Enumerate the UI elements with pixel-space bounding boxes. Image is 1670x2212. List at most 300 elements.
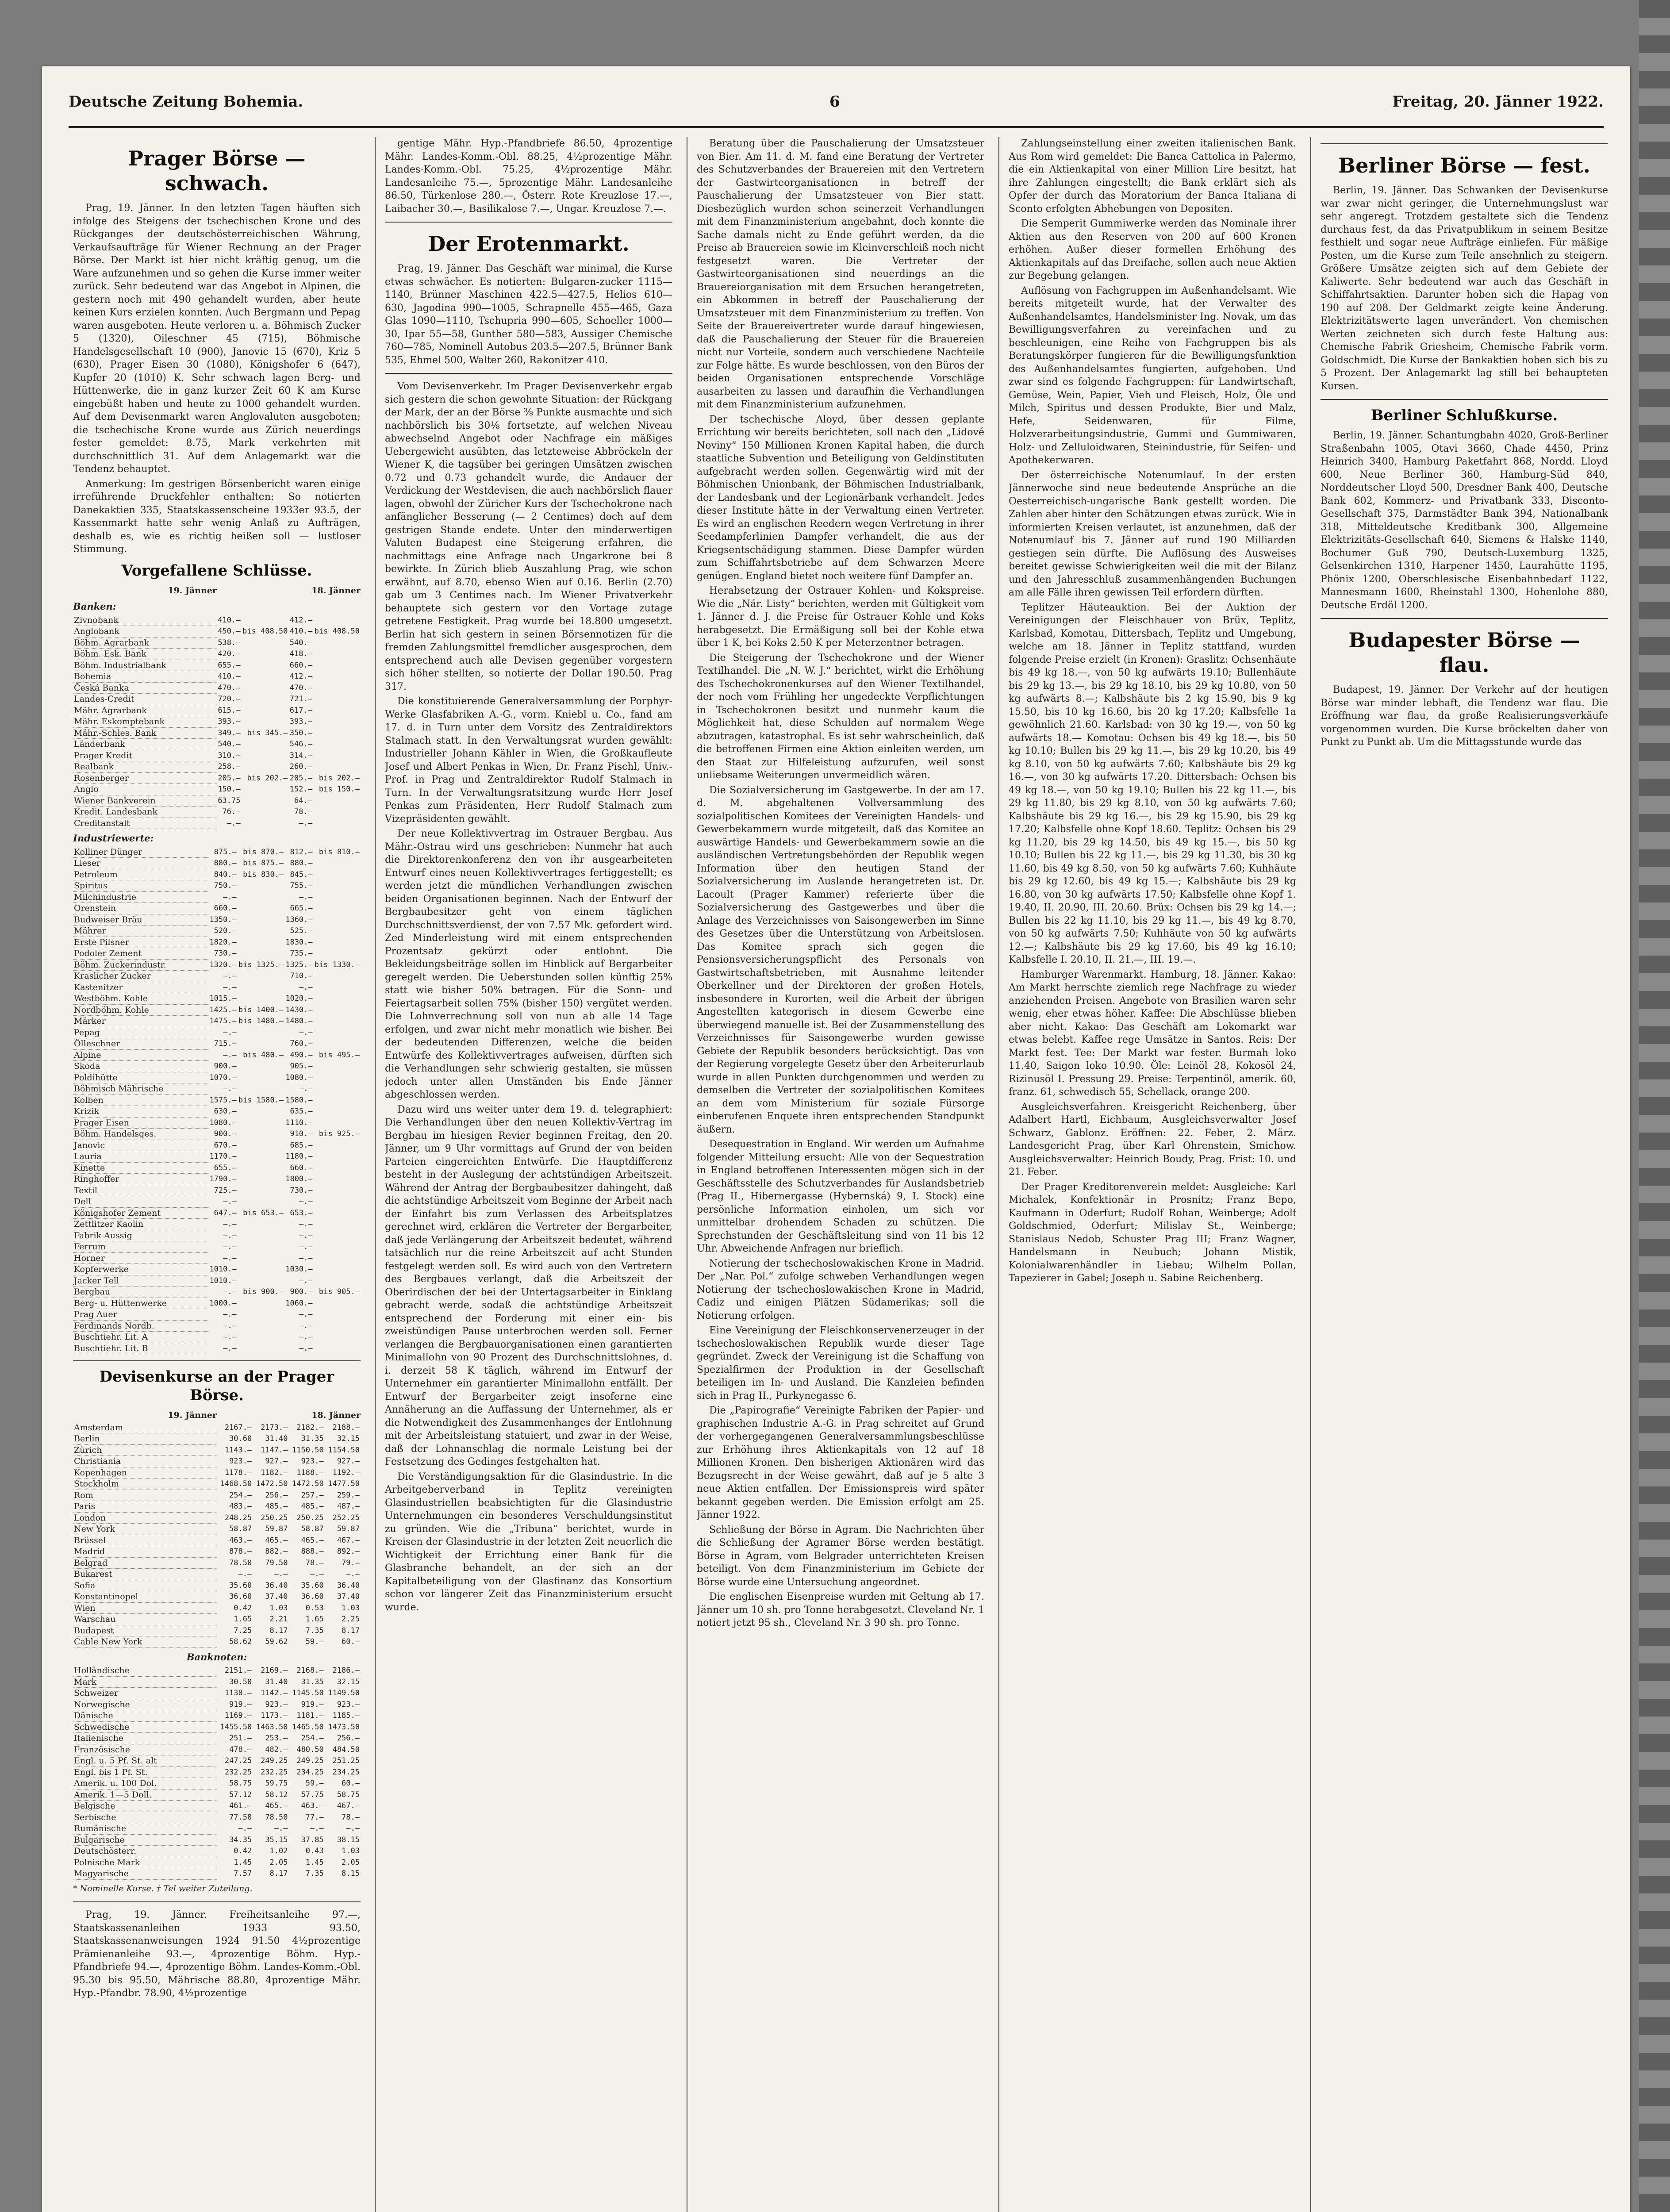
row-value: 923.— — [301, 1457, 324, 1466]
row-value: —.— — [223, 1321, 237, 1330]
article-paragraph: Prag, 19. Jänner. Freiheitsanleihe 97.—, Staatskassenanleihen 1933 93.50, Staatskassenanweisungen 1924 91.50 4½prozentige Prämienanleihe 93.—, 4prozentige Böhm. Hyp.-Pfandbriefe 94.—, 4prozentige Böhm. Landes-Komm.-Obl. 95.30 bis 95.50, Mährische 88.80, 4prozentige Mähr. Hyp.-Pfandbr. 78.90, 4½prozentige — [73, 1909, 361, 1999]
row-value: 480.50 — [296, 1745, 324, 1754]
column-divider — [998, 137, 999, 2212]
row-value — [238, 971, 284, 982]
row-value: 490.— — [290, 1050, 313, 1060]
row-value: 1192.— — [332, 1468, 360, 1477]
table-row — [73, 1535, 361, 1546]
row-value: —.— — [299, 1344, 313, 1353]
row-value: 487.— — [337, 1502, 360, 1511]
row-value: 64.— — [294, 796, 312, 805]
row-value: 735.— — [290, 949, 313, 958]
row-value: 1.03 — [342, 1603, 360, 1613]
row-label: Petroleum — [73, 869, 208, 880]
row-label: Zivnobank — [73, 615, 217, 626]
row-label: Westböhm. Kohle — [73, 993, 208, 1005]
article-title-budapest-exchange: Budapester Börse — flau. — [1348, 628, 1580, 677]
row-value: 880.— — [290, 859, 313, 868]
row-value — [314, 1117, 361, 1129]
row-value: bis 1325.— — [238, 960, 284, 969]
row-label: Französische — [73, 1744, 217, 1755]
row-label: Creditanstalt — [73, 818, 217, 829]
row-label: Stockholm — [73, 1479, 217, 1490]
row-value — [314, 1298, 361, 1309]
row-value: 1.65 — [305, 1615, 324, 1624]
row-value: bis 408.50 — [242, 627, 288, 636]
row-value: 310.— — [218, 751, 241, 760]
row-value: 1020.— — [285, 994, 313, 1003]
row-value: 252.25 — [332, 1513, 360, 1522]
trades-header-date1: 19. Jänner — [168, 585, 217, 595]
table-row — [73, 1117, 361, 1129]
row-label: Böhmisch Mährische — [73, 1083, 208, 1095]
row-label: Landes-Credit — [73, 694, 217, 705]
row-value: 77.— — [305, 1813, 324, 1822]
row-value — [314, 1320, 361, 1332]
article-paragraph: Der Prager Kreditorenverein meldet: Ausgleiche: Karl Michalek, Konfektionär in Prosnitz; Franz Bepo, Kaufmann in Oderfurt; Rudolf Rohan, Weinberge; Adolf Goldschmied, Oderfurt; Milislav St., Weinberge; Stanislaus Nedob, Schuster Prag III; Franz Wagner, Handelsmann in Neubuch; Johann Mistik, Kolonialwarenhändler in Liebau; Wilhelm Pollan, Tapezierer in Gabel; Joseph u. Sabine Reichenberg. — [1009, 1181, 1296, 1284]
devises-header-date1: 19. Jänner — [168, 1410, 217, 1420]
row-value: 1320.— — [209, 960, 237, 969]
row-value — [314, 1343, 361, 1354]
row-value — [314, 1106, 361, 1118]
article-title-berlin-exchange: Berliner Börse — fest. — [1338, 154, 1590, 177]
row-value: 31.35 — [301, 1434, 324, 1443]
row-label: Engl. u. 5 Pf. St. alt — [73, 1755, 217, 1767]
row-label: Berlin — [73, 1433, 217, 1445]
row-value — [314, 948, 361, 960]
row-value: 540.— — [218, 740, 241, 749]
row-value: 78.— — [305, 1558, 324, 1567]
row-value: bis 830.— — [243, 870, 284, 879]
row-value: bis 150.— — [319, 785, 360, 794]
row-label: Erste Pilsner — [73, 937, 208, 948]
devises-header-date2: 18. Jänner — [311, 1410, 361, 1420]
row-value: 37.85 — [301, 1835, 324, 1844]
row-value: 76.— — [222, 807, 241, 816]
table-row — [73, 1286, 361, 1298]
table-row — [73, 1219, 361, 1230]
row-value: 1475.— — [209, 1017, 237, 1025]
row-value: —.— — [310, 1824, 324, 1833]
row-value: 1830.— — [285, 937, 313, 947]
row-value — [242, 761, 289, 773]
row-value: 37.40 — [265, 1592, 288, 1601]
row-label: Rom — [73, 1490, 217, 1501]
row-value: 35.15 — [265, 1835, 288, 1844]
row-value: 1150.50 — [292, 1445, 324, 1455]
row-value: 412.— — [289, 672, 312, 681]
row-label: Schweizer — [73, 1688, 217, 1699]
row-value — [314, 1196, 361, 1208]
row-label: Warschau — [73, 1614, 217, 1625]
table-row — [73, 858, 361, 869]
row-value: 232.25 — [261, 1767, 288, 1777]
row-value: 57.75 — [301, 1790, 324, 1799]
row-value: 465.— — [265, 1801, 288, 1810]
row-value: 888.— — [301, 1547, 324, 1556]
table-row — [73, 1665, 361, 1676]
row-value: 257.— — [301, 1490, 324, 1500]
row-value: 1.45 — [234, 1858, 252, 1867]
row-value: 1110.— — [285, 1118, 313, 1127]
row-label: Amerik. u. 100 Dol. — [73, 1778, 217, 1790]
row-value: 2.05 — [342, 1858, 360, 1867]
row-value — [238, 1027, 284, 1038]
row-label: Česká Banka — [73, 682, 217, 694]
section-title-devises: Devisenkurse an der Prager Börse. — [99, 1368, 334, 1404]
row-value: 878.— — [229, 1547, 252, 1556]
row-value: 2.05 — [269, 1858, 288, 1867]
row-label: Skoda — [73, 1061, 208, 1072]
table-row — [73, 1343, 361, 1354]
row-value: 36.60 — [301, 1592, 324, 1601]
row-value — [238, 1332, 284, 1343]
row-value: 1060.— — [285, 1298, 313, 1308]
row-value — [313, 615, 361, 626]
row-label: Krizik — [73, 1106, 208, 1118]
row-value — [238, 1264, 284, 1275]
row-value: —.— — [223, 1253, 237, 1263]
row-value — [242, 750, 289, 761]
row-value: 919.— — [229, 1700, 252, 1709]
table-row — [73, 1061, 361, 1072]
table-row — [73, 847, 361, 858]
row-value: 1468.50 — [220, 1479, 252, 1488]
row-value: bis 905.— — [319, 1287, 360, 1296]
row-value: 882.— — [265, 1547, 288, 1556]
table-row — [73, 1834, 361, 1846]
row-value: 520.— — [214, 926, 237, 935]
row-value: 2182.— — [296, 1423, 324, 1432]
row-value — [242, 637, 289, 649]
row-label: Horner — [73, 1252, 208, 1264]
row-label: Poldihütte — [73, 1072, 208, 1083]
table-row — [73, 1789, 361, 1801]
row-label: Belgische — [73, 1801, 217, 1812]
row-value: 58.75 — [229, 1779, 252, 1788]
table-row — [73, 1252, 361, 1264]
row-value: —.— — [299, 1220, 313, 1229]
row-value — [314, 1094, 361, 1106]
row-value: 461.— — [229, 1801, 252, 1810]
row-value — [314, 926, 361, 937]
table-row — [73, 1501, 361, 1513]
row-value — [313, 705, 361, 716]
row-value: 256.— — [337, 1734, 360, 1743]
table-row — [73, 716, 361, 728]
table-row — [73, 1676, 361, 1688]
row-label: Mähr. Eskomptebank — [73, 716, 217, 728]
devises-table — [73, 1422, 361, 1648]
devises-header — [73, 1409, 361, 1422]
table-row — [73, 937, 361, 948]
row-value: 463.— — [301, 1801, 324, 1810]
row-value: 7.35 — [305, 1869, 324, 1878]
row-value: 59.62 — [265, 1637, 288, 1646]
row-value: 60.— — [342, 1779, 360, 1788]
table-row — [73, 1049, 361, 1061]
row-label: Märker — [73, 1016, 208, 1027]
row-value — [314, 1309, 361, 1321]
row-value: —.— — [299, 983, 313, 992]
row-label: Buschtiehr. Lit. B — [73, 1343, 208, 1354]
article-paragraph: Notierung der tschechoslowakischen Krone in Madrid. Der „Nar. Pol.“ zufolge schweben Verhandlungen wegen Notierung der tschechoslowakischen Krone in Madrid, Cadiz und einigen Plätzen Südamerikas; soll die Notierung erfolgen. — [697, 1258, 984, 1321]
row-value — [238, 1072, 284, 1083]
row-value: 8.17 — [269, 1626, 288, 1635]
row-value — [238, 1343, 284, 1354]
row-value: 1149.50 — [328, 1689, 360, 1697]
row-value — [238, 1140, 284, 1151]
row-value: 1070.— — [209, 1073, 237, 1082]
row-value — [242, 784, 289, 795]
row-value: 251.25 — [332, 1756, 360, 1765]
article-paragraph: Prag, 19. Jänner. In den letzten Tagen häuften sich infolge des Steigens der tschechischen Krone und des Rückganges der deutschösterreichischen Währung, Verkaufsaufträge für Wiener Rechnung an der Prager Börse. Der Markt ist hier nicht kräftig genug, um die Ware aufzunehmen und so gehen die Kurse immer weiter zurück. Sehr bedeutend war das Angebot in Alpinen, die gestern noch mit 490 gehandelt wurden, aber heute keinen Kurs erzielen konnten. Auch Bergmann und Pepag waren ausgeboten. Heute verloren u. a. Böhmisch Zucker 5 (1320), Oileschner 45 (715), Böhmische Handelsgesellschaft 10 (900), Janovic 15 (670), Kriz 5 (630), Prager Eisen 30 (1080), Königshofer 6 (647), Kupfer 20 (1010) K. Sehr schwach lagen Berg- und Hüttenwerke, die in ganz kurzer Zeit 60 K am Kurse eingebüßt haben und heute zu 1000 gehandelt wurden. Auf dem Devisenmarkt waren Anglovaluten ausgeboten; die tschechische Krone wurde aus Zürich neuerdings fester gemeldet: 8.75, Mark verkehrten mit durchschnittlich 31. Auf dem Anlagemarkt war die Tendenz behauptet. — [73, 203, 361, 475]
row-value: 905.— — [290, 1062, 313, 1071]
row-label: Spiritus — [73, 880, 208, 892]
row-value: 1015.— — [209, 994, 237, 1003]
row-value: —.— — [299, 818, 312, 828]
row-value: 8.15 — [342, 1869, 360, 1878]
row-value: 463.— — [229, 1536, 252, 1545]
table-row — [73, 649, 361, 660]
section-divider — [73, 1360, 361, 1361]
row-value: bis 1330.— — [314, 960, 360, 969]
row-value: 78.50 — [229, 1558, 252, 1567]
article-paragraph: Desequestration in England. Wir werden um Aufnahme folgender Mitteilung ersucht: Alle von der Sequestration in England betroffenen Interessenten mögen sich in der Geschäftsstelle des Schutzverbandes für Auslandsbetrieb (Prag II., Hibernergasse (Hybernská) 9, I. Stock) eine persönliche Information einholen, um sich vor unmittelbar drohendem Schaden zu schützen. Die Sprechstunden der Geschäftsleitung sind von 11 bis 12 Uhr. Abweichende Anfragen nur brieflich. — [697, 1139, 984, 1254]
row-value — [313, 637, 361, 649]
row-value: 1080.— — [285, 1073, 313, 1082]
row-value — [313, 818, 361, 829]
article-paragraph: Prag, 19. Jänner. Das Geschäft war minimal, die Kurse etwas schwächer. Es notierten: Bulgaren-zucker 1115—1140, Brünner Maschinen 422.5—427.5, Helios 610—630, Jagodina 990—1005, Schrapnelle 455—465, Gaza Glas 1090—1110, Tschupria 990—605, Schoeller 1000—30, Ipar 55—58, Gunther 580—583, Aussiger Chemische 760—785, Nominell Autobus 203.5—207.5, Brünner Bank 535, Ehmel 500, Walter 260, Rakonitzer 410. — [385, 263, 672, 366]
row-label: Rosenberger — [73, 772, 217, 784]
row-value: 150.— — [218, 785, 241, 794]
article-paragraph: Berlin, 19. Jänner. Das Schwanken der Devisenkurse war zwar nicht geringer, die Unternehmungslust war sehr angeregt. Trotzdem gestaltete sich die Tendenz durchaus fest, da das Privatpublikum in seinem Besitze festhielt und sogar neue Aufträge einliefen. Für mäßige Posten, um die Kurse zum Teile ansehnlich zu steigern. Größere Umsätze zeigten sich auf dem Gebiete der Kaliwerte. Sehr bedeutend war auch das Geschäft in Schiffahrtsaktien. Darunter hoben sich die Hapag von 190 auf 208. Der Geldmarkt zeigte keine Änderung. Elektrizitätswerte lagen unverändert. Von chemischen Werten zeichneten sich durch feste Haltung aus: Chemische Fabrik Griesheim, Chemische Fabrik vorm. Goldschmidt. Die Kurse der Bankaktien hoben sich bis zu 5 Prozent. Der Anlagemarkt lag still bei behaupteten Kursen. — [1321, 185, 1608, 392]
article-paragraph: Die konstituierende Generalversammlung der Porphyr-Werke Glasfabriken A.-G., vorm. Kniebl u. Co., fand am 17. d. in Turn unter dem Vorsitz des Zentraldirektors Stalmach statt. In den Verwaltungsrat wurden gewählt: Industrieller Johann Kähler in Wien, die Großkaufleute Josef und Albert Penkas in Wien, Dr. Franz Pischl, Univ.-Prof. in Prag und Zentraldirektor Rudolf Stalmach in Turn. In der Verwaltungsratsitzung wurde Herr Josef Penkas zum Präsidenten, Herr Rudolf Stalmach zum Vizepräsidenten gewählt. — [385, 696, 672, 825]
row-value — [238, 1061, 284, 1072]
table-row — [73, 1614, 361, 1625]
table-row — [73, 1868, 361, 1880]
row-value: 525.— — [290, 926, 313, 935]
section-divider — [73, 1901, 361, 1902]
row-value — [238, 1241, 284, 1253]
row-value: 1360.— — [285, 915, 313, 924]
row-label: Madrid — [73, 1546, 217, 1558]
row-value: 258.— — [218, 762, 241, 771]
row-value: —.— — [238, 1570, 252, 1578]
row-value: 1.02 — [269, 1847, 288, 1855]
row-value — [238, 1129, 284, 1140]
table-row — [73, 1433, 361, 1445]
row-value: 1465.50 — [292, 1722, 324, 1732]
row-label: New York — [73, 1524, 217, 1535]
row-value: 1188.— — [296, 1468, 324, 1477]
row-value: 660.— — [289, 661, 312, 670]
row-value: 58.62 — [229, 1637, 252, 1646]
row-label: Deutschösterr. — [73, 1846, 217, 1857]
row-value: —.— — [223, 892, 237, 902]
row-value: 845.— — [290, 870, 313, 879]
paper-title: Deutsche Zeitung Bohemia. — [69, 93, 303, 111]
row-label: Paris — [73, 1501, 217, 1513]
section-title-berlin-close: Berliner Schlußkurse. — [1371, 407, 1558, 424]
row-value: 350.— — [289, 728, 312, 737]
row-value — [314, 1162, 361, 1174]
trades-header — [73, 584, 361, 598]
row-value: 79.— — [342, 1558, 360, 1567]
article-paragraph: Vom Devisenverkehr. Im Prager Devisenverkehr ergab sich gestern die schon gewohnte Situation: der Rückgang der Mark, der an der Börse ⅜ Punkte ausmachte und sich nachbörslich bis 30⅛ fortsetzte, auf welchen Niveau abwechselnd Angebot oder Nachfrage ein mäßiges Uebergewicht ausübten, das letzteweise Abbröckeln der Wiener K, die tagsüber bei geringen Umsätzen zwischen 0.72 und 0.73 gehandelt wurde, die Andauer der Verdickung der Westdevisen, die auch nachbörslich flauer lagen, obwohl der Züricher Kurs der Tschechokrone nach anfänglicher Besserung (— 2 Centimes) doch auf dem gestrigen Stande endete. Unter den minderwertigen Valuten Budapest eine Steigerung erfahren, die nachmittags eine Anfrage nach Ungarkrone bei 8 bewirkte. In Zürich blieb Auszahlung Prag, wie schon erwähnt, auf 8.70, ebenso Wien auf 0.16. Berlin (2.70) gab um 3 Centimes nach. Im Wiener Privatverkehr behauptete sich gestern vor den Vortage zutage getretene Festigkeit. Prag wurde bei 18.800 umgesetzt. Berlin hat sich gestern in seinen Börsennotizen für die fremden Zahlungsmittel fremdlicher ausgesprochen, dem entsprechend auch alle Devisen gegenüber vorgestern sich höher stellten, so notierte der Dollar 190.50. Prag 317. — [385, 381, 672, 692]
row-value: 410.— — [289, 627, 312, 636]
table-row — [73, 1602, 361, 1614]
row-value: 37.40 — [337, 1592, 360, 1601]
article-paragraph: Teplitzer Häuteauktion. Bei der Auktion der Vereinigungen der Fleischhauer von Brüx, Teplitz, Karlsbad, Komotau, Dittersbach, Teplitz und Umgebung, welche am 18. Jänner in Teplitz stattfand, wurden folgende Preise erzielt (in Kronen): Graslitz: Ochsenhäute bis 49 kg 18.—, von 50 kg aufwärts 19.10; Bullenhäute bis 29 kg 13.—, bis 29 kg 18.10, bis 29 kg 10.80, von 50 kg aufwärts 8.—; Kalbshäute bis 2 kg 15.90, bis 9 kg 15.50, bis 10 kg 16.60, bis 20 kg 17.20; Kalbsfelle 1a gewöhnlich 21.60. Karlsbad: von 30 kg 19.—, von 50 kg aufwärts 18.— Komotau: Ochsen bis 49 kg 18.—, bis 50 kg 10.10; Bullen bis 29 kg 11.—, bis 29 kg 10.20, bis 49 kg 8.10, von 50 kg aufwärts 7.60; Kalbshäute bis 29 kg 16.—, von 30 kg aufwärts 17.20. Dittersbach: Ochsen bis 49 kg 18.—, von 50 kg 19.10; Bullen bis 22 kg 11.—, bis 29 kg 11.80, bis 29 kg 8.10, von 50 kg aufwärts 7.60; Kalbshäute bis 29 kg 16.—, bis 29 kg 15.90, bis 29 kg 17.20; Kalbsfelle ohne Kopf 18.60. Teplitz: Ochsen bis 29 kg 11.20, bis 29 kg 14.50, bis 49 kg 15.—, bis 50 kg 10.10; Bullen bis 22 kg 11.—, bis 29 kg 11.30, bis 30 kg 11.60, bis 49 kg 8.50, von 50 kg aufwärts 7.60; Kuhhäute bis 29 kg 12.60, bis 49 kg 15.—; Kalbshäute bis 29 kg 16.80, von 30 kg aufwärts 17.50; Kalbsfelle ohne Kopf 1. 19.40, II. 20.90, III. 20.60. Brüx: Ochsen bis 29 kg 14.—; Bullen bis 22 kg 11.10, bis 29 kg 11.—, bis 49 kg 8.70, von 50 kg aufwärts 7.50; Kuhhäute von 50 kg aufwärts 12.—; Kalbshäute bis 29 kg 17.60, bis 49 kg 16.10; Kalbsfelle I. 20.10, II. 21.—, III. 19.—. — [1009, 602, 1296, 965]
table-row — [73, 993, 361, 1005]
page-number: 6 — [829, 93, 840, 111]
row-value: 205.— — [218, 773, 241, 783]
table-row — [73, 1490, 361, 1501]
table-row — [73, 806, 361, 818]
row-label: Rumänische — [73, 1823, 217, 1835]
table-row — [73, 1767, 361, 1778]
row-value: —.— — [299, 1333, 313, 1341]
table-row — [73, 1422, 361, 1433]
row-value: 259.— — [337, 1490, 360, 1500]
row-value: 730.— — [290, 1186, 313, 1195]
row-value: —.— — [299, 1310, 313, 1319]
row-value: 8.17 — [342, 1626, 360, 1635]
row-value: 31.40 — [265, 1434, 288, 1443]
row-label: Prager Eisen — [73, 1117, 208, 1129]
table-row — [73, 1004, 361, 1016]
row-value: 249.25 — [296, 1756, 324, 1765]
row-value: bis 1400.— — [238, 1005, 284, 1014]
row-label: Christiania — [73, 1456, 217, 1467]
article-paragraph: Der tschechische Aloyd, über dessen geplante Errichtung wir bereits berichteten, soll nach den „Lidové Noviny“ 150 Millionen Kronen Kapital haben, die durch staatliche Subvention und Beteiligung von Geldinstituten aufgebracht werden sollen. Gegenwärtig wird mit der Böhmischen Unionbank, der Böhmischen Industrialbank, der Landesbank und der Legionärbank verhandelt. Jedes dieser Institute hätte in der Verwaltung einen Vertreter. Es wird an englischen Reedern wegen Vertretung in ihrer Seedampferlinien Dampfer verhandelt, die aus der Kriegsentschädigung stammen. Diese Dampfer würden zum Schiffahrtsbetriebe auf dem Schwarzen Meere genügen. England bietet noch weitere fünf Dampfer an. — [697, 414, 984, 582]
row-value: bis 1580.— — [238, 1095, 284, 1105]
row-value — [238, 926, 284, 937]
table-row — [73, 1479, 361, 1490]
row-value: —.— — [346, 1824, 360, 1833]
row-value — [238, 1298, 284, 1309]
row-value — [238, 1174, 284, 1185]
article-paragraph: Berlin, 19. Jänner. Schantungbahn 4020, Groß-Berliner Straßenbahn 1005, Otavi 3660, Chade 4450, Prinz Heinrich 3400, Hamburg Paketfahrt 868, Nordd. Lloyd 600, Neue Berliner 360, Hamburg-Süd 840, Norddeutscher Lloyd 500, Dresdner Bank 400, Deutsche Bank 602, Kommerz- und Privatbank 333, Disconto-Gesellschaft 375, Darmstädter Bank 394, Nationalbank 318, Mitteldeutsche Kreditbank 300, Allgemeine Elektrizitäts-Gesellschaft 640, Siemens & Halske 1140, Bochumer Guß 790, Deutsch-Luxemburg 1325, Gelsenkirchen 1310, Harpener 1450, Laurahütte 1195, Phönix 1200, Oberschlesische Eisenbahnbedarf 1122, Mannesmann 1600, Rheinstahl 1300, Hohenlohe 880, Deutsche Erdöl 1200. — [1321, 430, 1608, 611]
row-value — [238, 1309, 284, 1321]
table-row — [73, 1846, 361, 1857]
row-value — [314, 971, 361, 982]
row-label: Cable New York — [73, 1636, 217, 1648]
table-row — [73, 1027, 361, 1038]
row-value — [314, 1207, 361, 1219]
row-value: 36.40 — [265, 1581, 288, 1590]
row-value: 254.— — [301, 1734, 324, 1743]
banknotes-table — [73, 1665, 361, 1880]
row-label: Mark — [73, 1676, 217, 1688]
row-value — [238, 1275, 284, 1286]
row-value: bis 900.— — [243, 1287, 284, 1296]
row-value: 247.25 — [224, 1756, 252, 1765]
row-value — [314, 891, 361, 903]
section-divider — [1321, 618, 1608, 619]
table-row — [73, 1320, 361, 1332]
row-value: 79.50 — [265, 1558, 288, 1567]
row-value — [238, 1252, 284, 1264]
column-1 — [73, 137, 361, 2212]
column-4 — [1009, 137, 1296, 2212]
row-value: 253.— — [265, 1734, 288, 1743]
row-value: 1325.— — [285, 960, 313, 969]
row-value: 58.75 — [337, 1790, 360, 1799]
article-paragraph: Die Steigerung der Tschechokrone und der Wiener Textilhandel. Die „N. W. J.“ berichtet, wirkt die Erhöhung des Tschechokronenkurses auf den Wiener Textilhandel, der noch vom Frühling her ungedeckte Verpflichtungen in Tschechokronen besitzt und nunmehr kaum die Möglichkeit hat, diese Schulden auf normalem Wege abzutragen, katastrophal. Es ist sehr wahrscheinlich, daß die betroffenen Firmen eine Aktion einleiten werden, um den Staat zur Hilfeleistung aufzurufen, weil sonst unliebsame Weiterungen unvermeidlich wären. — [697, 652, 984, 781]
row-value: bis 870.— — [243, 847, 284, 856]
row-value: 720.— — [218, 695, 241, 703]
row-label: Prager Kredit — [73, 750, 217, 761]
row-value: 251.— — [229, 1734, 252, 1743]
row-label: Jacker Tell — [73, 1275, 208, 1286]
row-value — [242, 615, 289, 626]
row-value: 1178.— — [224, 1468, 252, 1477]
row-label: Kredit. Landesbank — [73, 806, 217, 818]
row-value: 923.— — [265, 1700, 288, 1709]
row-label: Amerik. 1—5 Doll. — [73, 1789, 217, 1801]
row-label: Länderbank — [73, 739, 217, 750]
table-row — [73, 1812, 361, 1823]
table-row — [73, 750, 361, 761]
row-value — [238, 1106, 284, 1118]
row-value: 77.50 — [229, 1813, 252, 1822]
row-value — [314, 1241, 361, 1253]
row-value: 1.03 — [342, 1847, 360, 1855]
newspaper-page — [42, 66, 1630, 2212]
table-row — [73, 869, 361, 880]
row-value: 349.— — [218, 728, 241, 737]
row-value: 1472.50 — [292, 1479, 324, 1488]
row-label: Budweiser Bräu — [73, 914, 208, 926]
row-value: —.— — [223, 1084, 237, 1093]
row-value: —.— — [310, 1570, 324, 1578]
table-row — [73, 903, 361, 914]
row-value: 59.87 — [337, 1525, 360, 1533]
row-value: —.— — [223, 1028, 237, 1037]
table-row — [73, 1264, 361, 1275]
row-value — [242, 739, 289, 750]
row-value: 467.— — [337, 1801, 360, 1810]
row-value — [314, 982, 361, 993]
row-value: 655.— — [214, 1163, 237, 1172]
row-value: 30.60 — [229, 1434, 252, 1443]
table-row — [73, 1512, 361, 1524]
row-value: —.— — [299, 1253, 313, 1263]
row-value: 755.— — [290, 881, 313, 890]
row-value: 205.— — [289, 773, 312, 783]
table-row — [73, 1710, 361, 1722]
row-value — [242, 705, 289, 716]
row-value — [238, 1162, 284, 1174]
row-value: 2173.— — [261, 1423, 288, 1432]
row-value: 249.25 — [261, 1756, 288, 1765]
row-value — [242, 716, 289, 728]
row-value: 38.15 — [337, 1835, 360, 1844]
table-row — [73, 1733, 361, 1744]
row-value — [313, 761, 361, 773]
section-divider — [1321, 399, 1608, 400]
row-value: 420.— — [218, 649, 241, 658]
row-value: 1480.— — [285, 1017, 313, 1025]
row-value — [314, 1174, 361, 1185]
table-row — [73, 1557, 361, 1569]
row-label: Zettlitzer Kaolin — [73, 1219, 208, 1230]
table-row — [73, 1823, 361, 1835]
table-row — [73, 1094, 361, 1106]
row-label: Serbische — [73, 1812, 217, 1823]
